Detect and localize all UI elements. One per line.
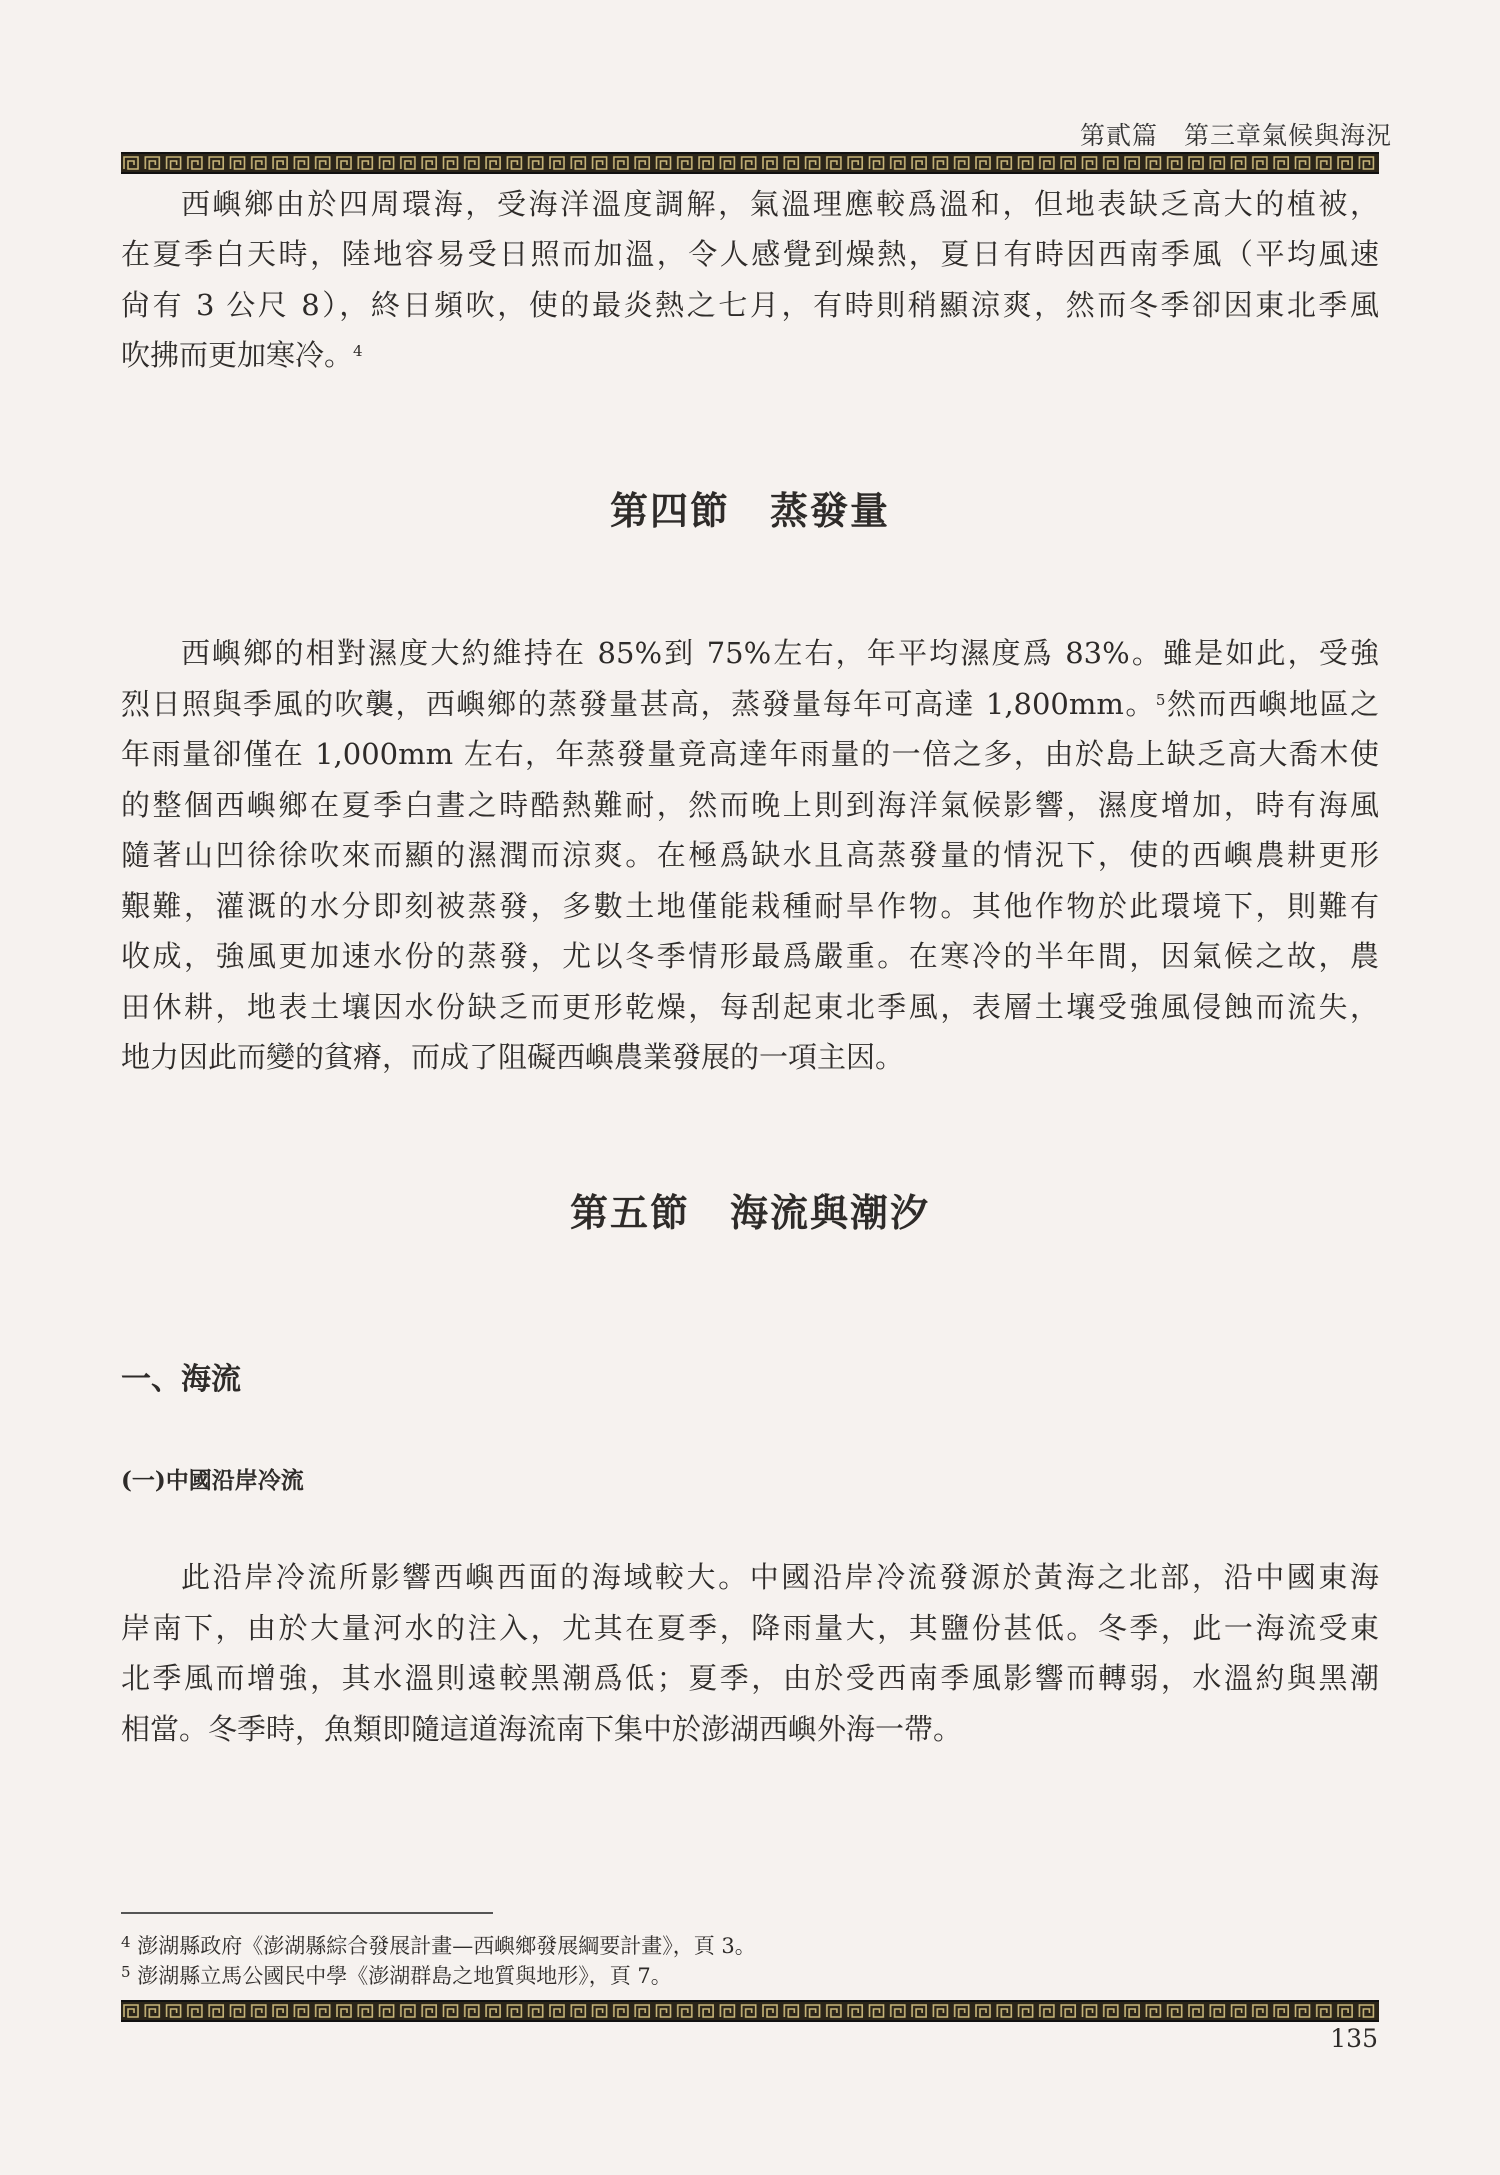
footnote-divider — [121, 1912, 493, 1914]
paragraph-line: 地力因此而變的貧瘠，而成了阻礙西嶼農業發展的一項主因。 — [121, 1040, 905, 1074]
paragraph-line — [121, 687, 1379, 721]
bottom-ornamental-band — [121, 2000, 1379, 2022]
paragraph-line: 在夏季白天時，陸地容易受日照而加溫，令人感覺到燥熱，夏日有時因西南季風（平均風速 — [121, 237, 1379, 271]
paragraph-line: 隨著山凹徐徐吹來而顯的濕潤而涼爽。在極爲缺水且高蒸發量的情況下，使的西嶼農耕更形 — [121, 838, 1379, 872]
paragraph-line: 田休耕，地表土壤因水份缺乏而更形乾燥，每刮起東北季風，表層土壤受強風侵蝕而流失， — [121, 990, 1379, 1024]
paragraph-line: 尙有 3 公尺 8），終日頻吹，使的最炎熱之七月，有時則稍顯涼爽，然而冬季卻因東北季風 — [121, 288, 1379, 322]
page-number: 135 — [1330, 2024, 1378, 2053]
paragraph-line: 岸南下，由於大量河水的注入，尤其在夏季，降雨量大，其鹽份甚低。冬季，此一海流受東 — [121, 1611, 1379, 1645]
paragraph-line: 北季風而增強，其水溫則遠較黑潮爲低；夏季，由於受西南季風影響而轉弱，水溫約與黑潮 — [121, 1661, 1379, 1695]
paragraph-line: 年雨量卻僅在 1,000mm 左右，年蒸發量竟高達年雨量的一倍之多，由於島上缺乏高大喬木使 — [121, 737, 1379, 771]
paragraph-line: 收成，強風更加速水份的蒸發，尤以冬季情形最爲嚴重。在寒冷的半年間，因氣候之故，農 — [121, 939, 1379, 973]
footnote-4 — [121, 1933, 756, 1959]
paragraph-text: 然而西嶼地區之 — [1165, 687, 1379, 721]
paragraph-line: 西嶼鄉由於四周環海，受海洋溫度調解，氣溫理應較爲溫和，但地表缺乏高大的植被， — [181, 187, 1379, 221]
footnote-number: 4 — [121, 1933, 131, 1951]
paragraph-text: 吹拂而更加寒冷。 — [121, 338, 354, 372]
footnote-ref[interactable]: 4 — [353, 342, 363, 360]
paragraph-text: 烈日照與季風的吹襲，西嶼鄉的蒸發量甚高，蒸發量每年可高達 1,800mm。 — [121, 687, 1156, 721]
paragraph-line: 相當。冬季時，魚類即隨這道海流南下集中於澎湖西嶼外海一帶。 — [121, 1712, 963, 1746]
footnote-ref[interactable]: 5 — [1155, 691, 1166, 709]
footnote-text: 澎湖縣政府《澎湖縣綜合發展計畫—西嶼鄉發展綱要計畫》，頁 3。 — [137, 1934, 756, 1958]
paragraph-line: 此沿岸冷流所影響西嶼西面的海域較大。中國沿岸冷流發源於黃海之北部，沿中國東海 — [181, 1560, 1379, 1594]
running-head: 第貳篇 第三章氣候與海況 — [1079, 121, 1392, 150]
paragraph-line: 西嶼鄉的相對濕度大約維持在 85%到 75%左右，年平均濕度爲 83%。雖是如此，受強 — [181, 636, 1379, 670]
paragraph-line: 的整個西嶼鄉在夏季白晝之時酷熱難耐，然而晚上則到海洋氣候影響，濕度增加，時有海風 — [121, 788, 1379, 822]
footnote-number: 5 — [121, 1963, 131, 1981]
paragraph-line — [121, 338, 1379, 372]
paragraph-line: 艱難，灌溉的水分即刻被蒸發，多數土地僅能栽種耐旱作物。其他作物於此環境下，則難有 — [121, 889, 1379, 923]
section-title-evaporation: 第四節 蒸發量 — [609, 488, 890, 533]
footnote-5 — [121, 1963, 672, 1989]
subheading-currents: 一、海流 — [121, 1362, 241, 1397]
top-ornamental-band — [121, 152, 1379, 174]
section-title-currents-tides: 第五節 海流與潮汐 — [569, 1190, 930, 1235]
subsubheading-china-coastal-current: (一)中國沿岸冷流 — [121, 1467, 304, 1494]
footnote-text: 澎湖縣立馬公國民中學《澎湖群島之地質與地形》，頁 7。 — [137, 1964, 672, 1988]
